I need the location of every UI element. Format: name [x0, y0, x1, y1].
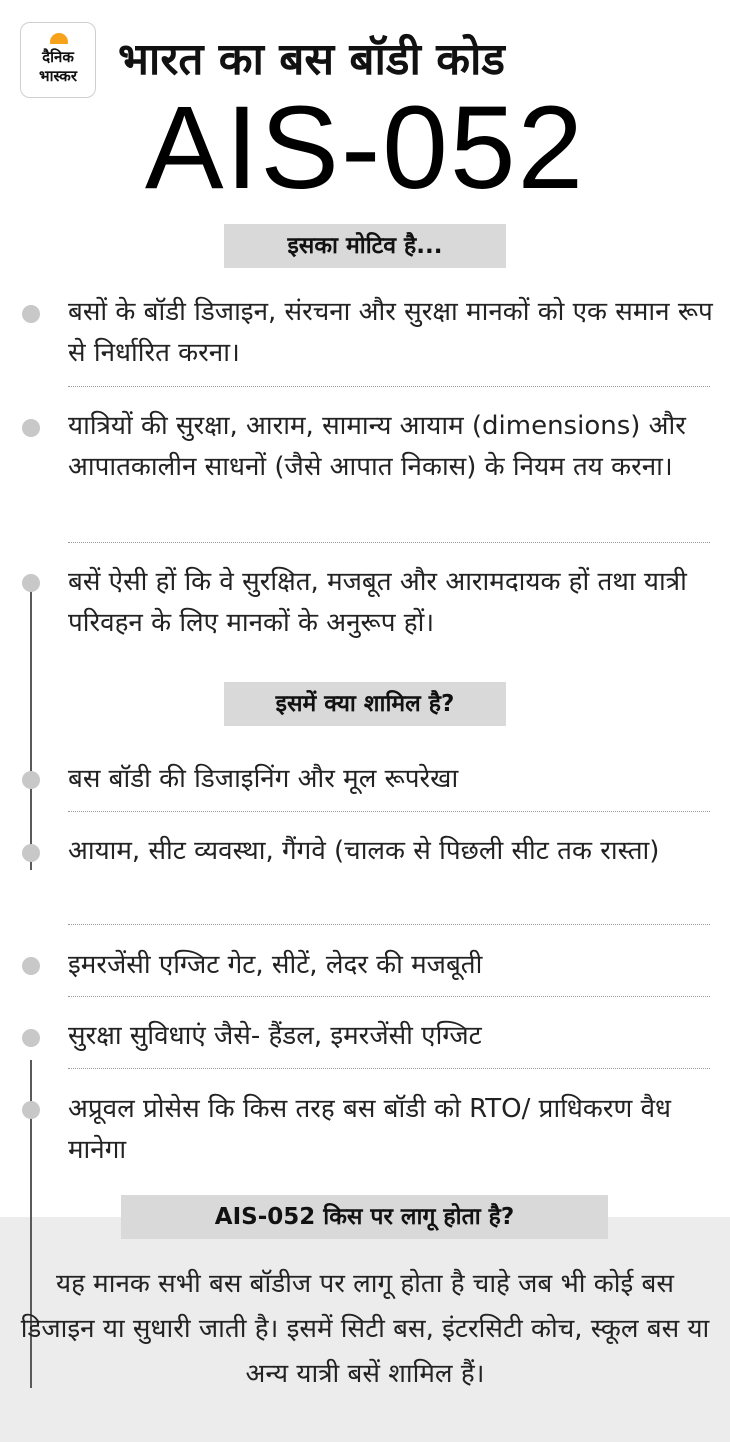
bullet-dot [22, 305, 40, 323]
includes-item-5: अप्रूवल प्रोसेस कि किस तरह बस बॉडी को RTO/ प्राधिकरण वैध मानेगा [68, 1094, 672, 1165]
bullet-dot [22, 771, 40, 789]
logo-line-1: दैनिक [42, 48, 74, 66]
bullet-dot [22, 1029, 40, 1047]
bullet-dot [22, 1101, 40, 1119]
motive-heading: इसका मोटिव है... [224, 224, 506, 268]
code-name: AIS-052 [144, 82, 586, 214]
sun-icon [47, 30, 71, 44]
dainik-bhaskar-logo [20, 22, 96, 98]
motive-item-3: बसें ऐसी हों कि वे सुरक्षित, मजबूत और आरामदायक हों तथा यात्री परिवहन के लिए मानकों के अनुरूप हों। [68, 567, 687, 638]
separator [68, 1068, 710, 1069]
motive-item-1: बसों के बॉडी डिजाइन, संरचना और सुरक्षा मानकों को एक समान रूप से निर्धारित करना। [68, 297, 713, 368]
separator [68, 386, 710, 387]
bullet-dot [22, 419, 40, 437]
bullet-dot [22, 957, 40, 975]
bullet-dot [22, 574, 40, 592]
applies-heading: AIS-052 किस पर लागू होता है? [121, 1195, 608, 1239]
motive-item-2: यात्रियों की सुरक्षा, आराम, सामान्य आयाम (dimensions) और आपातकालीन साधनों (जैसे आपात निकास) के नियम तय करना। [68, 411, 686, 482]
includes-heading: इसमें क्या शामिल है? [224, 682, 506, 726]
separator [68, 924, 710, 925]
includes-item-2: आयाम, सीट व्यवस्था, गैंगवे (चालक से पिछली सीट तक रास्ता) [68, 836, 660, 866]
bullet-dot [22, 844, 40, 862]
separator [68, 811, 710, 812]
separator [68, 542, 710, 543]
includes-item-3: इमरजेंसी एग्जिट गेट, सीटें, लेदर की मजबूती [68, 950, 483, 980]
includes-item-1: बस बॉडी की डिजाइनिंग और मूल रूपरेखा [68, 764, 459, 794]
includes-item-4: सुरक्षा सुविधाएं जैसे- हैंडल, इमरजेंसी एग्जिट [68, 1021, 482, 1051]
page-title: भारत का बस बॉडी कोड [118, 34, 505, 85]
logo-line-2: भास्कर [39, 67, 77, 85]
applies-text: यह मानक सभी बस बॉडीज पर लागू होता है चाहे जब भी कोई बस डिजाइन या सुधारी जाती है। इसमें सिटी बस, इंटरसिटी कोच, स्कूल बस या अन्य यात्री बसें शामिल हैं। [20, 1269, 710, 1389]
separator [68, 996, 710, 997]
